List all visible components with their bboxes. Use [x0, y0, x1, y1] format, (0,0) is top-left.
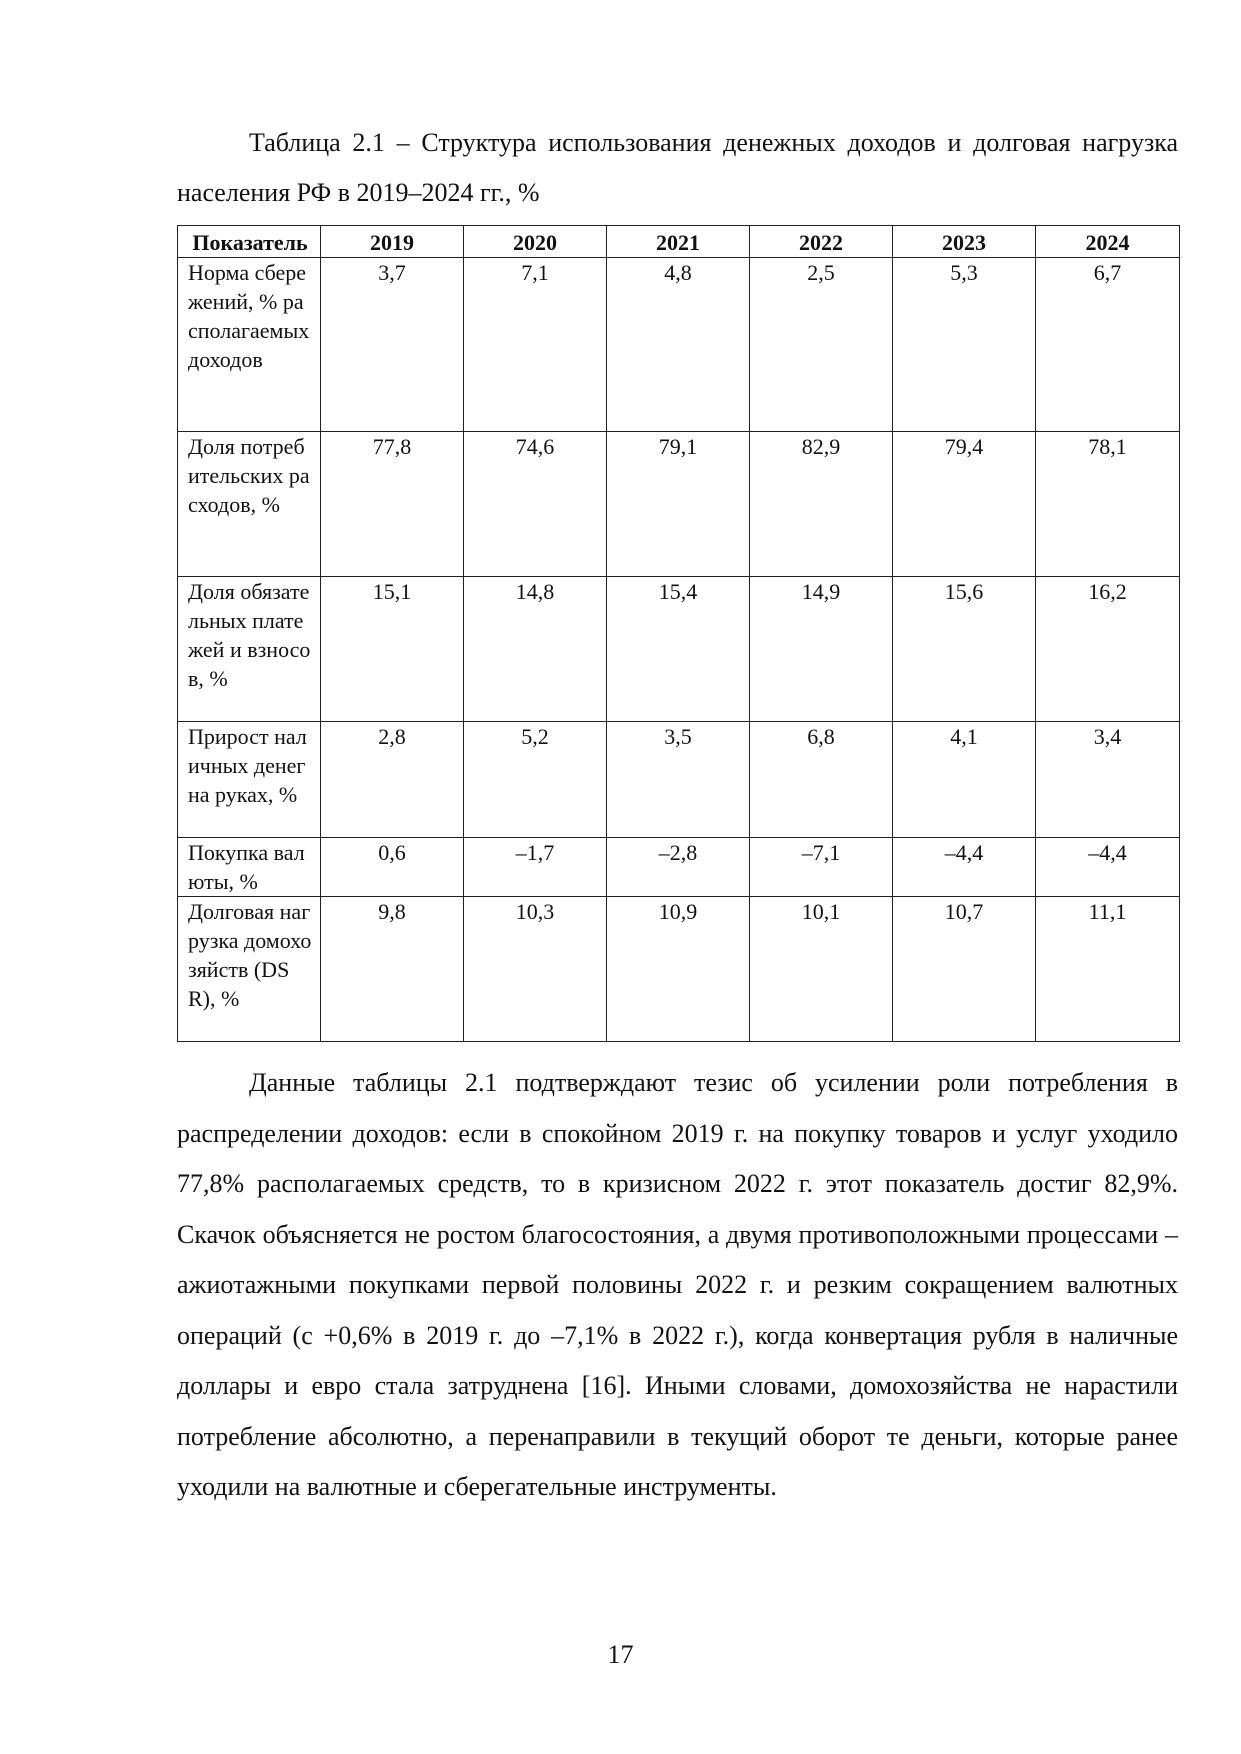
cell-value: 6,8	[750, 722, 893, 838]
cell-value: 2,5	[750, 258, 893, 432]
table-caption	[177, 118, 1178, 218]
row-label: Прирост наличных денег на руках, %	[178, 722, 321, 838]
body-paragraph	[177, 1058, 1178, 1513]
cell-value: 9,8	[321, 897, 464, 1042]
cell-value: 15,6	[893, 577, 1036, 722]
cell-value: 2,8	[321, 722, 464, 838]
table-row	[178, 258, 1180, 432]
cell-value: 10,1	[750, 897, 893, 1042]
cell-value: 10,9	[607, 897, 750, 1042]
row-label: Долговая нагрузка домохозяйств (DSR), %	[178, 897, 321, 1042]
cell-value: 4,1	[893, 722, 1036, 838]
row-label: Норма сбережений, % располагаемых доходов	[178, 258, 321, 432]
cell-value: 79,4	[893, 432, 1036, 577]
cell-value: 5,3	[893, 258, 1036, 432]
cell-value: 4,8	[607, 258, 750, 432]
data-table	[177, 225, 1180, 1042]
cell-value: 14,8	[464, 577, 607, 722]
cell-value: 15,4	[607, 577, 750, 722]
cell-value: 0,6	[321, 838, 464, 897]
cell-value: –4,4	[893, 838, 1036, 897]
header-2020: 2020	[464, 226, 607, 258]
cell-value: 3,7	[321, 258, 464, 432]
table-row	[178, 838, 1180, 897]
cell-value: –2,8	[607, 838, 750, 897]
table-header-row	[178, 226, 1180, 258]
cell-value: 10,3	[464, 897, 607, 1042]
row-label: Доля обязательных платежей и взносов, %	[178, 577, 321, 722]
cell-value: 10,7	[893, 897, 1036, 1042]
cell-value: 15,1	[321, 577, 464, 722]
cell-value: 3,4	[1036, 722, 1180, 838]
cell-value: –4,4	[1036, 838, 1180, 897]
header-2019: 2019	[321, 226, 464, 258]
cell-value: 5,2	[464, 722, 607, 838]
header-2021: 2021	[607, 226, 750, 258]
table-caption-text: Таблица 2.1 – Структура использования денежных доходов и долговая нагрузка населения РФ в 2019–2024 гг., %	[177, 128, 1178, 207]
cell-value: 3,5	[607, 722, 750, 838]
cell-value: –1,7	[464, 838, 607, 897]
header-2022: 2022	[750, 226, 893, 258]
cell-value: 82,9	[750, 432, 893, 577]
cell-value: 74,6	[464, 432, 607, 577]
body-paragraph-text: Данные таблицы 2.1 подтверждают тезис об усилении роли потребления в распределении доходов: если в спокойном 2019 г. на покупку товаров и услуг уходило 77,8% располагаемых средств, то в кризисном 2022 г. этот показатель достиг 82,9%. Скачок объясняется не ростом благосостояния, а двумя противоположными процессами – ажиотажными покупками первой половины 2022 г. и резким сокращением валютных операций (с +0,6% в 2019 г. до –7,1% в 2022 г.), когда конвертация рубля в наличные доллары и евро стала затруднена [16]. Иными словами, домохозяйства не нарастили потребление абсолютно, а перенаправили в текущий оборот те деньги, которые ранее уходили на валютные и сберегательные инструменты.	[177, 1068, 1178, 1501]
cell-value: 7,1	[464, 258, 607, 432]
table-row	[178, 577, 1180, 722]
row-label: Покупка валюты, %	[178, 838, 321, 897]
row-label: Доля потребительских расходов, %	[178, 432, 321, 577]
table-row	[178, 432, 1180, 577]
cell-value: 16,2	[1036, 577, 1180, 722]
cell-value: 78,1	[1036, 432, 1180, 577]
table-row	[178, 897, 1180, 1042]
cell-value: 79,1	[607, 432, 750, 577]
header-2023: 2023	[893, 226, 1036, 258]
cell-value: 6,7	[1036, 258, 1180, 432]
cell-value: 14,9	[750, 577, 893, 722]
header-indicator: Показатель	[178, 226, 321, 258]
cell-value: 77,8	[321, 432, 464, 577]
header-2024: 2024	[1036, 226, 1180, 258]
table-row	[178, 722, 1180, 838]
page-number: 17	[607, 1640, 634, 1669]
cell-value: 11,1	[1036, 897, 1180, 1042]
cell-value: –7,1	[750, 838, 893, 897]
